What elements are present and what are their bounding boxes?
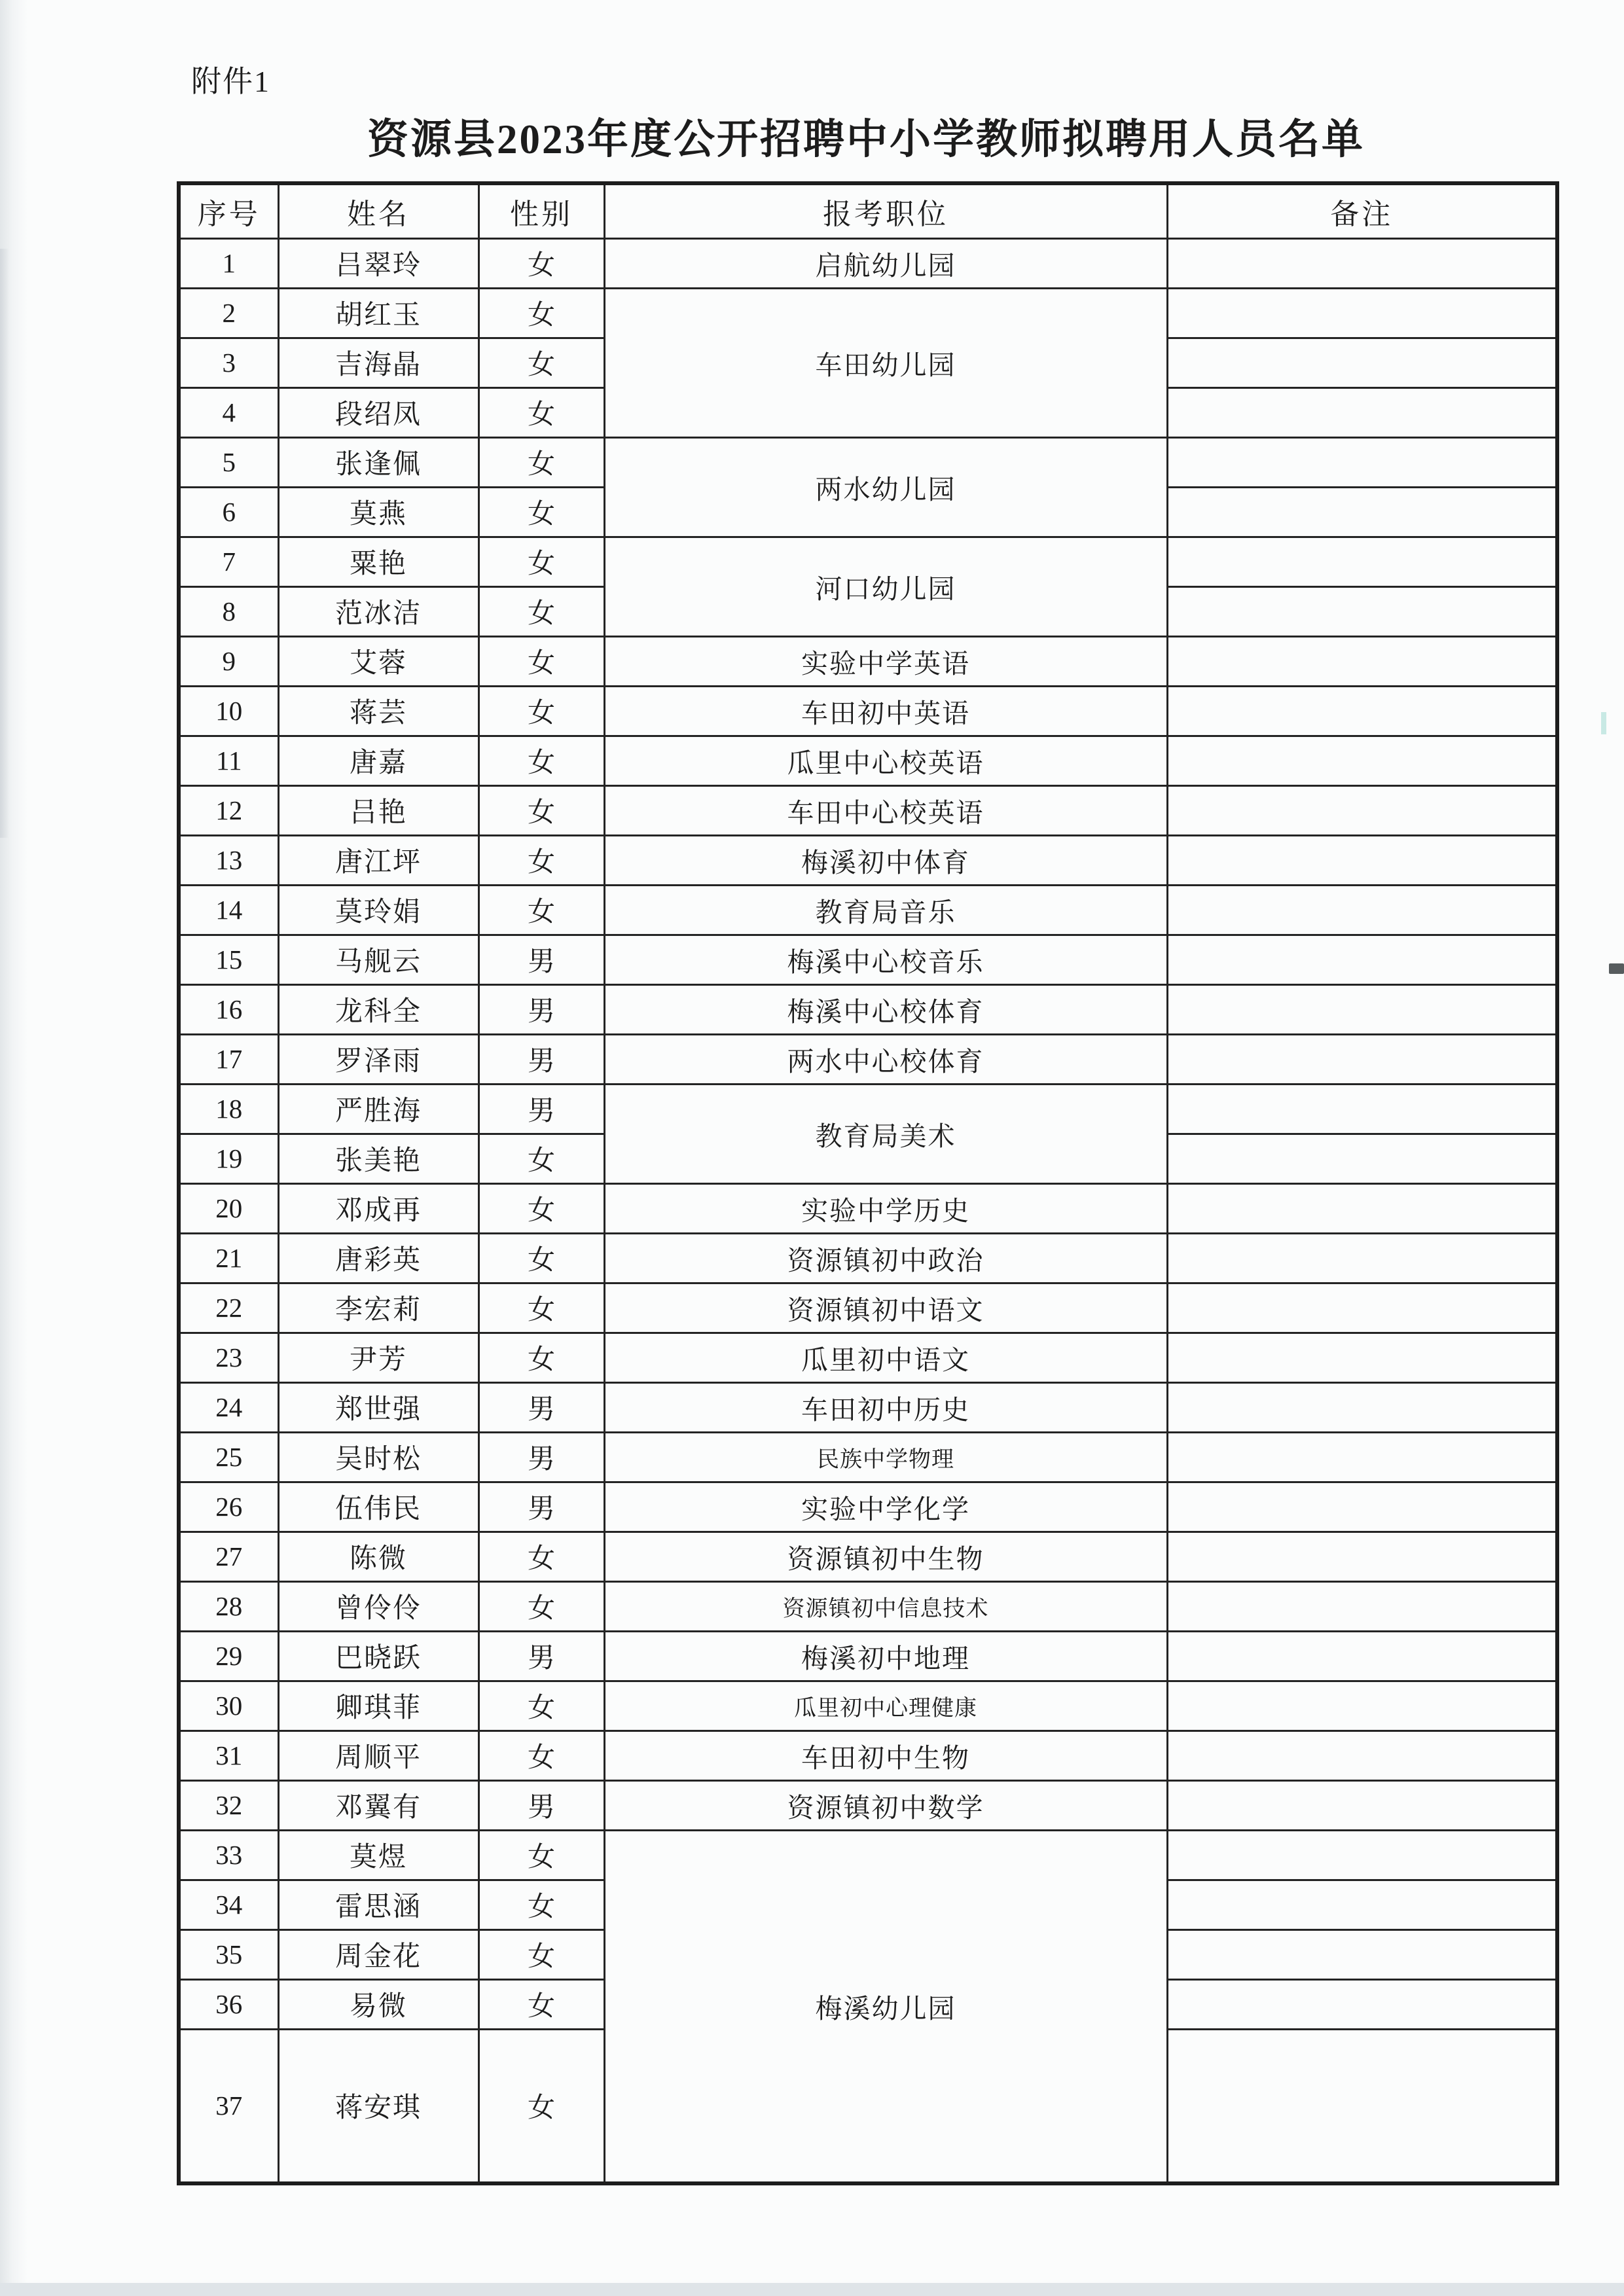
cell-gender: 女: [478, 1233, 604, 1283]
cell-gender: 女: [478, 288, 604, 338]
table-header: [179, 183, 1557, 238]
cell-name: 尹芳: [278, 1333, 478, 1382]
cell-gender: 女: [478, 1134, 604, 1183]
table-row: [179, 1681, 1557, 1731]
cell-remark: [1167, 885, 1557, 935]
cell-remark: [1167, 238, 1557, 288]
cell-name: 蒋安琪: [278, 2029, 478, 2183]
cell-no: 34: [179, 1880, 278, 1929]
cell-remark: [1167, 835, 1557, 885]
cell-position: 实验中学英语: [604, 636, 1167, 686]
cell-name: 唐彩英: [278, 1233, 478, 1283]
cell-no: 10: [179, 686, 278, 736]
header-no: 序号: [179, 183, 278, 238]
cell-gender: 女: [478, 636, 604, 686]
scan-artifact-speck: [1601, 712, 1606, 734]
cell-remark: [1167, 636, 1557, 686]
cell-name: 巴晓跃: [278, 1631, 478, 1681]
cell-gender: 男: [478, 1482, 604, 1532]
cell-no: 22: [179, 1283, 278, 1333]
cell-remark: [1167, 1283, 1557, 1333]
cell-position: 教育局音乐: [604, 885, 1167, 935]
cell-no: 18: [179, 1084, 278, 1134]
cell-name: 罗泽雨: [278, 1034, 478, 1084]
cell-name: 吴时松: [278, 1432, 478, 1482]
table-row: [179, 785, 1557, 835]
cell-gender: 男: [478, 1432, 604, 1482]
cell-remark: [1167, 984, 1557, 1034]
table-row: [179, 984, 1557, 1034]
cell-name: 龙科全: [278, 984, 478, 1034]
cell-position: 资源镇初中生物: [604, 1532, 1167, 1581]
cell-name: 粟艳: [278, 537, 478, 586]
cell-name: 段绍凤: [278, 387, 478, 437]
cell-gender: 女: [478, 238, 604, 288]
cell-remark: [1167, 2029, 1557, 2183]
table-row: [179, 1432, 1557, 1482]
cell-no: 25: [179, 1432, 278, 1482]
table-row: [179, 835, 1557, 885]
cell-name: 雷思涵: [278, 1880, 478, 1929]
table-row: [179, 1382, 1557, 1432]
cell-name: 吉海晶: [278, 338, 478, 387]
roster-table: [177, 181, 1559, 2185]
cell-gender: 男: [478, 1034, 604, 1084]
cell-position: 两水中心校体育: [604, 1034, 1167, 1084]
cell-name: 吕翠玲: [278, 238, 478, 288]
cell-gender: 女: [478, 785, 604, 835]
cell-gender: 女: [478, 835, 604, 885]
cell-no: 27: [179, 1532, 278, 1581]
scan-edge-streak-2: [0, 249, 9, 838]
cell-no: 11: [179, 736, 278, 785]
cell-position: 民族中学物理: [604, 1432, 1167, 1482]
header-name: 姓名: [278, 183, 478, 238]
cell-name: 莫煜: [278, 1830, 478, 1880]
cell-position: 瓜里中心校英语: [604, 736, 1167, 785]
cell-name: 马舰云: [278, 935, 478, 984]
cell-no: 24: [179, 1382, 278, 1432]
cell-no: 23: [179, 1333, 278, 1382]
cell-position: 车田幼儿园: [604, 288, 1167, 437]
cell-name: 唐嘉: [278, 736, 478, 785]
cell-gender: 男: [478, 1084, 604, 1134]
cell-name: 陈微: [278, 1532, 478, 1581]
cell-remark: [1167, 1134, 1557, 1183]
cell-position: 梅溪初中地理: [604, 1631, 1167, 1681]
cell-name: 吕艳: [278, 785, 478, 835]
cell-remark: [1167, 935, 1557, 984]
cell-no: 17: [179, 1034, 278, 1084]
cell-position: 资源镇初中数学: [604, 1780, 1167, 1830]
cell-no: 14: [179, 885, 278, 935]
cell-position: 车田初中生物: [604, 1731, 1167, 1780]
table-row: [179, 1581, 1557, 1631]
cell-remark: [1167, 1681, 1557, 1731]
cell-remark: [1167, 1581, 1557, 1631]
cell-gender: 女: [478, 537, 604, 586]
cell-remark: [1167, 686, 1557, 736]
table-row: [179, 537, 1557, 586]
cell-gender: 女: [478, 437, 604, 487]
table-header-row: [179, 183, 1557, 238]
cell-no: 12: [179, 785, 278, 835]
cell-no: 30: [179, 1681, 278, 1731]
cell-gender: 女: [478, 736, 604, 785]
cell-no: 4: [179, 387, 278, 437]
cell-position: 教育局美术: [604, 1084, 1167, 1183]
cell-gender: 女: [478, 1929, 604, 1979]
cell-gender: 男: [478, 1382, 604, 1432]
cell-position: 梅溪幼儿园: [604, 1830, 1167, 2183]
cell-gender: 女: [478, 1183, 604, 1233]
cell-name: 伍伟民: [278, 1482, 478, 1532]
table-row: [179, 1034, 1557, 1084]
table-row: [179, 437, 1557, 487]
cell-name: 张美艳: [278, 1134, 478, 1183]
table-row: [179, 1532, 1557, 1581]
cell-no: 32: [179, 1780, 278, 1830]
cell-position: 两水幼儿园: [604, 437, 1167, 537]
cell-name: 严胜海: [278, 1084, 478, 1134]
table-row: [179, 1333, 1557, 1382]
cell-position: 资源镇初中政治: [604, 1233, 1167, 1283]
table-body: [179, 238, 1557, 2183]
cell-name: 易微: [278, 1979, 478, 2029]
cell-no: 36: [179, 1979, 278, 2029]
cell-remark: [1167, 338, 1557, 387]
cell-gender: 男: [478, 984, 604, 1034]
cell-name: 胡红玉: [278, 288, 478, 338]
cell-name: 张逢佩: [278, 437, 478, 487]
cell-no: 37: [179, 2029, 278, 2183]
cell-remark: [1167, 1830, 1557, 1880]
cell-no: 19: [179, 1134, 278, 1183]
cell-no: 13: [179, 835, 278, 885]
cell-no: 8: [179, 586, 278, 636]
cell-position: 启航幼儿园: [604, 238, 1167, 288]
cell-no: 31: [179, 1731, 278, 1780]
cell-gender: 女: [478, 1532, 604, 1581]
attachment-label: 附件1: [191, 65, 270, 98]
cell-remark: [1167, 1034, 1557, 1084]
table-row: [179, 1183, 1557, 1233]
cell-name: 艾蓉: [278, 636, 478, 686]
cell-name: 莫玲娟: [278, 885, 478, 935]
cell-position: 瓜里初中心理健康: [604, 1681, 1167, 1731]
cell-gender: 女: [478, 1830, 604, 1880]
cell-remark: [1167, 1780, 1557, 1830]
scan-artifact-mark: [1609, 963, 1624, 974]
scanner-bottom-band: [0, 2283, 1624, 2296]
cell-position: 资源镇初中信息技术: [604, 1581, 1167, 1631]
cell-position: 车田初中历史: [604, 1382, 1167, 1432]
cell-remark: [1167, 1482, 1557, 1532]
scan-edge-streak: [0, 0, 27, 2296]
cell-no: 21: [179, 1233, 278, 1283]
cell-remark: [1167, 387, 1557, 437]
cell-position: 梅溪中心校体育: [604, 984, 1167, 1034]
cell-remark: [1167, 1084, 1557, 1134]
cell-remark: [1167, 586, 1557, 636]
cell-gender: 女: [478, 686, 604, 736]
cell-no: 1: [179, 238, 278, 288]
cell-gender: 女: [478, 885, 604, 935]
cell-remark: [1167, 537, 1557, 586]
cell-gender: 男: [478, 1780, 604, 1830]
cell-remark: [1167, 1731, 1557, 1780]
header-position: 报考职位: [604, 183, 1167, 238]
cell-no: 29: [179, 1631, 278, 1681]
cell-position: 瓜里初中语文: [604, 1333, 1167, 1382]
cell-no: 6: [179, 487, 278, 537]
cell-remark: [1167, 1880, 1557, 1929]
cell-gender: 女: [478, 1681, 604, 1731]
cell-gender: 女: [478, 1581, 604, 1631]
table-row: [179, 1830, 1557, 1880]
cell-name: 周金花: [278, 1929, 478, 1979]
table-row: [179, 1780, 1557, 1830]
table-row: [179, 1084, 1557, 1134]
cell-remark: [1167, 1631, 1557, 1681]
cell-no: 26: [179, 1482, 278, 1532]
cell-gender: 女: [478, 1731, 604, 1780]
cell-name: 唐江坪: [278, 835, 478, 885]
cell-remark: [1167, 487, 1557, 537]
cell-gender: 女: [478, 487, 604, 537]
cell-gender: 女: [478, 1979, 604, 2029]
cell-remark: [1167, 1929, 1557, 1979]
cell-gender: 女: [478, 1283, 604, 1333]
cell-remark: [1167, 1532, 1557, 1581]
table-row: [179, 885, 1557, 935]
cell-position: 梅溪初中体育: [604, 835, 1167, 885]
cell-remark: [1167, 437, 1557, 487]
cell-name: 曾伶伶: [278, 1581, 478, 1631]
cell-gender: 女: [478, 586, 604, 636]
cell-position: 梅溪中心校音乐: [604, 935, 1167, 984]
cell-no: 20: [179, 1183, 278, 1233]
cell-name: 蒋芸: [278, 686, 478, 736]
table-row: [179, 935, 1557, 984]
cell-remark: [1167, 1382, 1557, 1432]
cell-gender: 男: [478, 935, 604, 984]
cell-gender: 女: [478, 1333, 604, 1382]
cell-gender: 女: [478, 1880, 604, 1929]
table-row: [179, 1283, 1557, 1333]
cell-position: 实验中学化学: [604, 1482, 1167, 1532]
cell-no: 35: [179, 1929, 278, 1979]
table-row: [179, 686, 1557, 736]
cell-remark: [1167, 736, 1557, 785]
cell-no: 15: [179, 935, 278, 984]
table-row: [179, 1482, 1557, 1532]
table-row: [179, 1233, 1557, 1283]
cell-position: 实验中学历史: [604, 1183, 1167, 1233]
cell-remark: [1167, 1979, 1557, 2029]
cell-no: 9: [179, 636, 278, 686]
cell-no: 3: [179, 338, 278, 387]
table-row: [179, 238, 1557, 288]
cell-position: 河口幼儿园: [604, 537, 1167, 636]
cell-no: 28: [179, 1581, 278, 1631]
cell-no: 5: [179, 437, 278, 487]
table-row: [179, 636, 1557, 686]
cell-remark: [1167, 1233, 1557, 1283]
cell-position: 资源镇初中语文: [604, 1283, 1167, 1333]
page-title: 资源县2023年度公开招聘中小学教师拟聘用人员名单: [367, 117, 1365, 162]
table-row: [179, 1731, 1557, 1780]
cell-remark: [1167, 288, 1557, 338]
cell-no: 2: [179, 288, 278, 338]
cell-remark: [1167, 1333, 1557, 1382]
header-remark: 备注: [1167, 183, 1557, 238]
cell-no: 7: [179, 537, 278, 586]
table-row: [179, 1631, 1557, 1681]
cell-name: 莫燕: [278, 487, 478, 537]
cell-name: 卿琪菲: [278, 1681, 478, 1731]
cell-position: 车田中心校英语: [604, 785, 1167, 835]
cell-name: 邓成再: [278, 1183, 478, 1233]
table-row: [179, 288, 1557, 338]
header-gender: 性别: [478, 183, 604, 238]
table-row: [179, 736, 1557, 785]
cell-name: 郑世强: [278, 1382, 478, 1432]
cell-gender: 女: [478, 387, 604, 437]
cell-position: 车田初中英语: [604, 686, 1167, 736]
cell-name: 邓翼有: [278, 1780, 478, 1830]
cell-name: 周顺平: [278, 1731, 478, 1780]
cell-gender: 女: [478, 2029, 604, 2183]
cell-remark: [1167, 1183, 1557, 1233]
cell-name: 范冰洁: [278, 586, 478, 636]
cell-gender: 男: [478, 1631, 604, 1681]
cell-no: 33: [179, 1830, 278, 1880]
cell-remark: [1167, 1432, 1557, 1482]
cell-no: 16: [179, 984, 278, 1034]
cell-remark: [1167, 785, 1557, 835]
cell-name: 李宏莉: [278, 1283, 478, 1333]
cell-gender: 女: [478, 338, 604, 387]
